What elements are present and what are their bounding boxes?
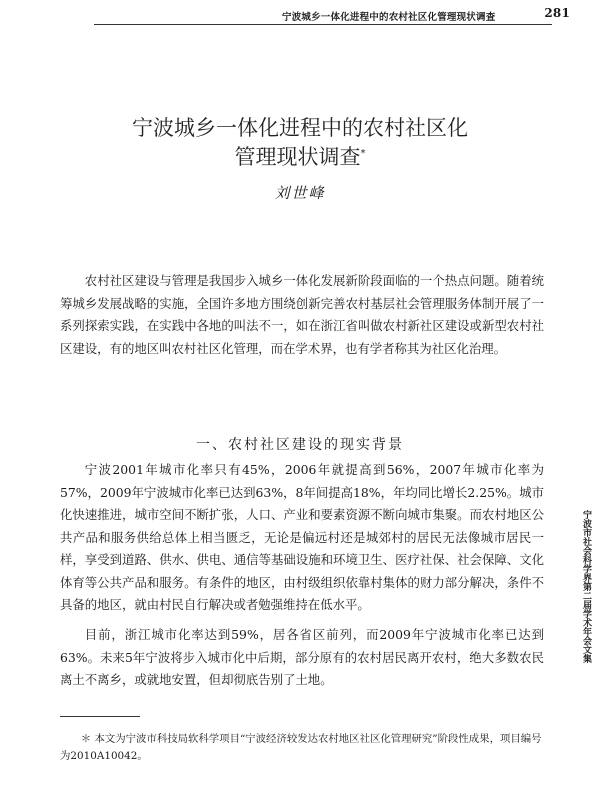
intro-paragraph: 农村社区建设与管理是我国步入城乡一体化发展新阶段面临的一个热点问题。随着统筹城乡发展战略的实施，全国许多地方围绕创新完善农村基层社会管理服务体制开展了一系列探索实践，在实践中各地的叫法不一，如在浙江省叫做农村新社区建设或新型农村社区建设，有的地区叫农村社区化管理，而在学术界，也有学者称其为社区化治理。 — [60, 273, 544, 356]
article-title-line2 — [80, 141, 520, 171]
running-head-title: 宁波城乡一体化进程中的农村社区化管理现状调查 — [282, 12, 496, 23]
running-head — [250, 6, 570, 24]
article-title-line1: 宁波城乡一体化进程中的农村社区化 — [132, 116, 468, 140]
side-note-vertical: 宁波市社会科学界第二届学术年会文集 — [581, 510, 591, 663]
title-footnote-mark: * — [360, 148, 366, 159]
body-paragraph-2: 宁波2001年城市化率只有45%，2006年就提高到56%，2007年城市化率为57%，2009年宁波城市化率已达到63%，8年间提高18%，年均同比增长2.25%。城市化快速推进，城市空间不断扩张，人口、产业和要素资源不断向城市集聚。而农村地区公共产品和服务供给总体上相当匮乏，无论是偏远村还是城郊村的居民无法像城市居民一样，享受到道路、供水、供电、通信等基础设施和环境卫生、医疗社保、社会保障、文化体育等公共产品和服务。有条件的地区，由村级组织依靠村集体的财力部分解决，条件不具备的地区，就由村民自行解决或者勉强维持在低水平。 — [60, 462, 544, 612]
article-title-line2-text: 管理现状调查 — [234, 145, 361, 169]
footnote: ＊ 本文为宁波市科技局软科学项目“宁波经济较发达农村地区社区化管理研究”阶段性成果，项目编号为2010A10042。 — [60, 733, 542, 762]
author-name: 刘世峰 — [274, 184, 326, 202]
section-heading: 一、农村社区建设的现实背景 — [196, 437, 404, 453]
body-paragraph-3: 目前，浙江城市化率达到59%，居各省区前列，而2009年宁波城市化率已达到63%。未来5年宁波将步入城市化中后期，部分原有的农村居民离开农村，绝大多数农民离土不离乡，或就地安置，但却彻底告别了土地。 — [60, 627, 544, 687]
page-number: 281 — [544, 6, 570, 20]
header-rule — [94, 24, 552, 25]
footnote-rule — [60, 716, 140, 717]
